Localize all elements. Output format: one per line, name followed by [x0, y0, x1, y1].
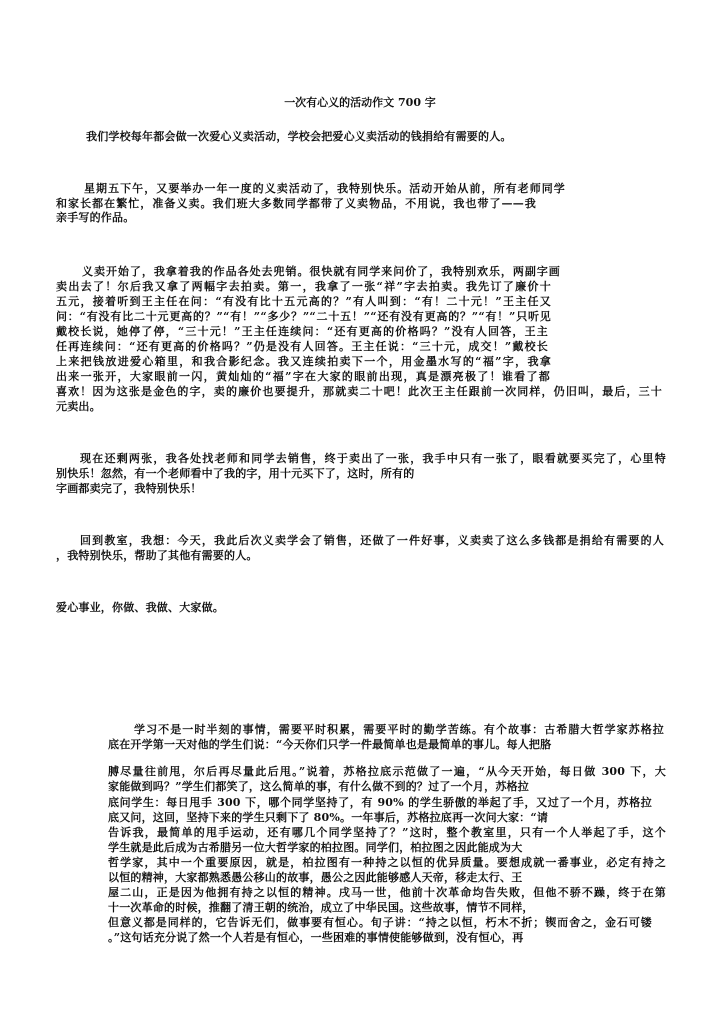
text-line: 底问学生：每日甩手 300 下，哪个同学坚持了，有 90% 的学生骄傲的举起了手，又过了一个月，苏格拉	[108, 796, 652, 809]
text-line: 回到教室，我想：今天，我此后次义卖学会了销售，还做了一件好事，义卖卖了这么多钱都是捐给有需要的人	[80, 534, 664, 547]
text-line: 我们学校每年都会做一次爱心义卖活动，学校会把爱心义卖活动的钱捐给有需要的人。	[86, 130, 512, 143]
text-line: 膊尽量往前甩，尔后再尽量此后甩。”说着，苏格拉底示范做了一遍，“从今天开始，每日做 300 下，大	[108, 765, 666, 778]
text-line: 哲学家，其中一个重要原因，就是，柏拉图有一种持之以恒的优异质量。要想成就一番事业，必定有持之	[108, 856, 666, 869]
text-line: 卖出去了！尔后我又拿了两幅字去拍卖。第一，我拿了一张“祥”字去拍卖。我先订了廉价十	[56, 280, 551, 293]
text-line: 底在开学第一天对他的学生们说：“今天你们只学一件最简单也是最简单的事儿。每人把胳	[108, 738, 552, 751]
text-line: 别快乐！忽然，有一个老师看中了我的字，用十元买下了，这时，所有的	[56, 467, 415, 480]
text-line: 。”这句话充分说了然一个人若是有恒心，一些困难的事情使能够做到，没有恒心，再	[108, 931, 524, 944]
text-line: 任再连续问：“还有更高的价格吗？”仍是没有人回答。王主任说：“三十元，成交！”戴校长	[56, 340, 548, 353]
text-line: 戴校长说，她停了停，“三十元！”王主任连续问：“还有更高的价格吗？”没有人回答，王主	[56, 325, 548, 338]
text-line: 义卖开始了，我拿着我的作品各处去兜销。很快就有同学来问价了，我特别欢乐，两副字画	[82, 265, 560, 278]
text-line: 现在还剩两张，我各处找老师和同学去销售，终于卖出了一张，我手中只有一张了，眼看就要买完了，心里特	[80, 452, 666, 465]
text-line: 上来把钱放进爱心箱里，和我合影纪念。我又连续拍卖下一个，用金墨水写的“福”字，我拿	[56, 355, 551, 368]
text-line: 但意义都是同样的，它告诉无们，做事要有恒心。旬子讲：“持之以恒，朽木不折；锲而舍之，金石可镂	[108, 916, 652, 929]
text-line: 告诉我，最简单的甩手运动，还有哪几个同学坚持了？”这时，整个教室里，只有一个人举起了手，这个	[108, 826, 666, 839]
text-line: 喜欢！因为这张是金色的字，卖的廉价也要提升，那就卖二十吧！此次王主任跟前一次同样，仍旧叫，最后，三十	[56, 385, 662, 398]
text-line: 以恒的精神，大家都熟悉愚公移山的故事，愚公之因此能够感人天帝，移走太行、王	[108, 871, 523, 884]
text-line: 学习不是一时半刻的事情，需要平时积累，需要平时的勤学苦练。有个故事：古希腊大哲学家苏格拉	[134, 723, 664, 736]
text-line: 五元，接着听到王主任在问：“有没有比十五元高的？”有人叫到：“有！二十元！”王主任又	[56, 295, 551, 308]
text-line: 问：“有没有比二十元更高的？”“有！”“多少？”“二十五！”“还有没有更高的？”“有！”只听见	[56, 310, 551, 323]
text-line: 字画都卖完了，我特别快乐！	[56, 482, 202, 495]
text-line: 十一次革命的时候，推翻了清王朝的统治，成立了中华民国。这些故事，情节不同样，	[108, 901, 534, 914]
text-line: 和家长都在繁忙，准备义卖。我们班大多数同学都带了义卖物品，不用说，我也带了——我	[56, 197, 536, 210]
text-line: 底又问，这回，坚持下来的学生只剩下了 80%。一年事后，苏格拉底再一次问大家：“请	[108, 811, 549, 824]
text-line: 爱心事业，你做、我做、大家做。	[56, 601, 224, 614]
text-line: 亲手写的作品。	[56, 211, 135, 224]
text-line: 星期五下午，又要举办一年一度的义卖活动了，我特别快乐。活动开始从前，所有老师同学	[84, 182, 565, 195]
text-line: 家能做到吗？”学生们都笑了，这么简单的事，有什么做不到的？过了一个月，苏格拉	[108, 780, 529, 793]
text-line: 出来一张开，大家眼前一闪，黄灿灿的“福”字在大家的眼前出现，真是漂亮极了！谁看了都	[56, 370, 550, 383]
text-line: 学生就是此后成为古希腊另一位大哲学家的柏拉图。同学们，柏拉图之因此能成为大	[108, 841, 523, 854]
text-line: 屋二山，正是因为他拥有持之以恒的精神。戌马一世，他前十次革命均告失败，但他不骄不躁，终于在第	[108, 886, 666, 899]
text-line: ，我特别快乐，帮助了其他有需要的人。	[56, 549, 258, 562]
document-title: 一次有心义的活动作文 700 字	[284, 96, 436, 109]
text-line: 元卖出。	[56, 400, 101, 413]
